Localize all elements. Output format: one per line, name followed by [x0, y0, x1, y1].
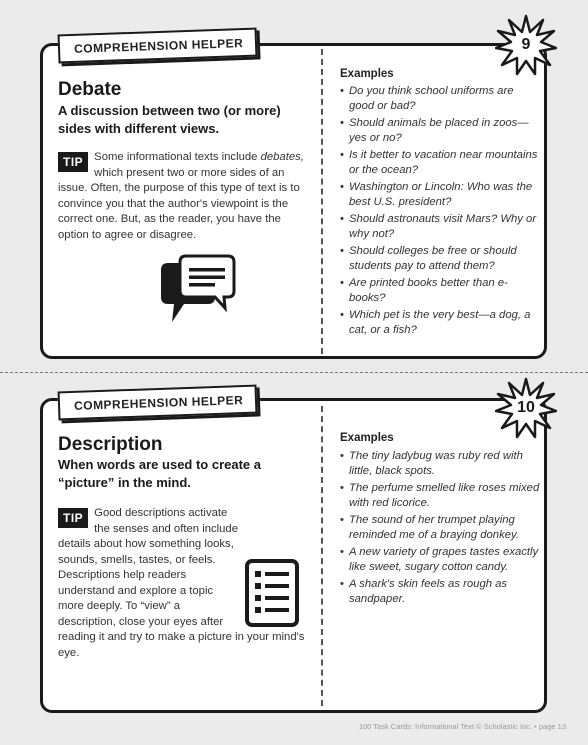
example-item: • The sound of her trumpet playing reminded me of a braying donkey. — [340, 513, 540, 543]
tip-paragraph — [58, 506, 308, 661]
examples-list — [340, 84, 540, 340]
tip-paragraph — [58, 150, 308, 243]
card-number-burst — [495, 377, 557, 439]
comprehension-helper-label: COMPREHENSION HELPER — [58, 385, 258, 421]
example-item: • The perfume smelled like roses mixed with red licorice. — [340, 481, 540, 511]
example-item: • A new variety of grapes tastes exactly like sweet, sugary cotton candy. — [340, 545, 540, 575]
tip-badge: TIP — [58, 508, 88, 528]
examples-heading: Examples — [340, 68, 394, 80]
card-number: 10 — [517, 399, 535, 416]
column-divider — [321, 406, 323, 706]
page-footer: 100 Task Cards: Informational Text © Scholastic Inc. • page 13 — [358, 722, 566, 731]
tip-text-start: Some informational texts include — [94, 151, 261, 163]
tip-emphasis: debates, — [260, 151, 304, 163]
example-item: • Should astronauts visit Mars? Why or why not? — [340, 212, 540, 242]
card-definition: A discussion between two (or more) sides with different views. — [58, 103, 281, 136]
tip-text-end: which present two or more sides of an issue. Often, the purpose of this type of text is to convince you that the author's viewpoint is the correct one. But, as the reader, you have the option to agree or disagree. — [58, 166, 300, 241]
example-item: • Are printed books better than e-books? — [340, 276, 540, 306]
column-divider — [321, 49, 323, 354]
chat-bubbles-icon — [158, 250, 238, 331]
example-item: • A shark's skin feels as rough as sandpaper. — [340, 577, 540, 607]
example-item: • Should colleges be free or should students pay to attend them? — [340, 244, 540, 274]
card-number-burst — [495, 14, 557, 76]
tip-badge: TIP — [58, 152, 88, 172]
example-item: • Do you think school uniforms are good or bad? — [340, 84, 540, 114]
example-item: • Washington or Lincoln: Who was the best U.S. president? — [340, 180, 540, 210]
example-item: • The tiny ladybug was ruby red with little, black spots. — [340, 449, 540, 479]
examples-heading: Examples — [340, 432, 394, 444]
card-number: 9 — [521, 36, 531, 53]
example-item: • Should animals be placed in zoos—yes or no? — [340, 116, 540, 146]
cut-line — [0, 372, 588, 373]
card-definition: When words are used to create a “picture” in the mind. — [58, 457, 262, 490]
example-item: • Which pet is the very best—a dog, a cat, or a fish? — [340, 308, 540, 338]
card-title: Debate — [58, 79, 122, 100]
tip-text: Good descriptions activate the senses and often include details about how something looks, sounds, smells, tastes, or feels. Descriptions help readers understand and explore a topic more deeply. To “view” a description, close your eyes after reading it and try to make a picture in your mind's eye. — [58, 507, 305, 659]
comprehension-helper-label: COMPREHENSION HELPER — [58, 28, 258, 64]
example-item: • Is it better to vacation near mountains or the ocean? — [340, 148, 540, 178]
card-title: Description — [58, 434, 163, 455]
list-document-icon — [244, 558, 306, 630]
examples-list — [340, 449, 540, 609]
